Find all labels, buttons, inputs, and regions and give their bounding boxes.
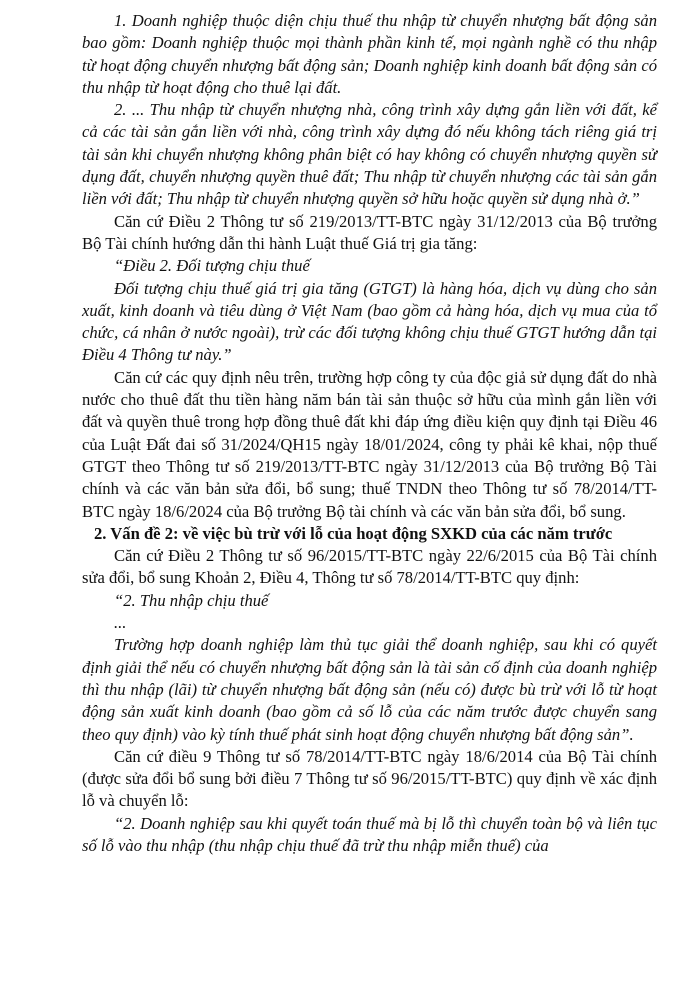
body-paragraph-reference-96: Căn cứ Điều 2 Thông tư số 96/2015/TT-BTC ngày 22/6/2015 của Bộ Tài chính sửa đổi, bổ sung Khoản 2, Điều 4, Thông tư số 78/2014/TT-BTC quy định:: [82, 546, 657, 588]
body-paragraph-conclusion: Căn cứ các quy định nêu trên, trường hợp công ty của độc giả sử dụng đất do nhà nước cho thuê đất thu tiền hàng năm bán tài sản thuộc sở hữu của mình gắn liền với đất và quyền thuê trong hợp đồng thuê đất khi đáp ứng điều kiện quy định tại Điều 46 của Luật Đất đai số 31/2024/QH15 ngày 18/01/2024, công ty phải kê khai, nộp thuế GTGT theo Thông tư số 219/2013/TT-BTC ngày 31/12/2013 của Bộ trưởng Bộ Tài chính và các văn bản sửa đổi, bổ sung; thuế TNDN theo Thông tư số 78/2014/TT-BTC ngày 18/6/2024 của Bộ trưởng Bộ tài chính và các văn bản sửa đổi, bổ sung.: [82, 367, 657, 521]
quote-paragraph-dissolution: Trường hợp doanh nghiệp làm thủ tục giải thể doanh nghiệp, sau khi có quyết định giải thể nếu có chuyển nhượng bất động sản là tài sản cố định của doanh nghiệp thì thu nhập (lãi) từ chuyển nhượng bất động sản (nếu có) được bù trừ với lỗ từ hoạt động sản xuất kinh doanh (bao gồm cả số lỗ của các năm trước được chuyển sang theo quy định) vào kỳ tính thuế phát sinh hoạt động chuyển nhượng bất động sản”.: [82, 635, 657, 744]
body-paragraph-reference-219: Căn cứ Điều 2 Thông tư số 219/2013/TT-BTC ngày 31/12/2013 của Bộ trưởng Bộ Tài chính hướng dẫn thi hành Luật thuế Giá trị gia tăng:: [82, 211, 657, 253]
body-paragraph-reference-78: Căn cứ điều 9 Thông tư số 78/2014/TT-BTC ngày 18/6/2014 của Bộ Tài chính (được sửa đổi bổ sung bởi điều 7 Thông tư số 96/2015/TT-BTC) quy định về xác định lỗ và chuyển lỗ:: [82, 746, 657, 811]
quote-taxable-income-heading: “2. Thu nhập chịu thuế: [114, 590, 269, 610]
quote-paragraph-loss-carry: “2. Doanh nghiệp sau khi quyết toán thuế mà bị lỗ thì chuyển toàn bộ và liên tục số lỗ vào thu nhập (thu nhập chịu thuế đã trừ thu nhập miễn thuế) của: [82, 813, 657, 855]
quote-paragraph-2: 2. ... Thu nhập từ chuyển nhượng nhà, công trình xây dựng gắn liền với đất, kể cả các tài sản gắn liền với nhà, công trình xây dựng đó nếu không tách riêng giá trị tài sản khi chuyển nhượng không phân biệt có hay không có chuyển nhượng quyền sử dụng đất, chuyển nhượng quyền thuê đất; Thu nhập từ chuyển nhượng các tài sản gắn liền với đất; Thu nhập từ chuyển nhượng quyền sở hữu hoặc quyền sử dụng nhà ở.”: [82, 100, 657, 209]
quote-paragraph-gtgt: Đối tượng chịu thuế giá trị gia tăng (GTGT) là hàng hóa, dịch vụ dùng cho sản xuất, kinh doanh và tiêu dùng ở Việt Nam (bao gồm cả hàng hóa, dịch vụ mua của tổ chức, cá nhân ở nước ngoài), trừ các đối tượng không chịu thuế GTGT hướng dẫn tại Điều 4 Thông tư này.”: [82, 278, 657, 365]
quote-paragraph-1: 1. Doanh nghiệp thuộc diện chịu thuế thu nhập từ chuyển nhượng bất động sản bao gồm: Doanh nghiệp thuộc mọi thành phần kinh tế, mọi ngành nghề có thu nhập từ hoạt động chuyển nhượng bất động sản; Doanh nghiệp kinh doanh bất động sản có thu nhập từ hoạt động cho thuê lại đất.: [82, 11, 657, 97]
quote-ellipsis: ...: [114, 613, 127, 633]
quote-article-heading: “Điều 2. Đối tượng chịu thuế: [114, 256, 310, 276]
section-heading-issue-2: 2. Vấn đề 2: về việc bù trừ với lỗ của hoạt động SXKD của các năm trước: [94, 523, 613, 543]
